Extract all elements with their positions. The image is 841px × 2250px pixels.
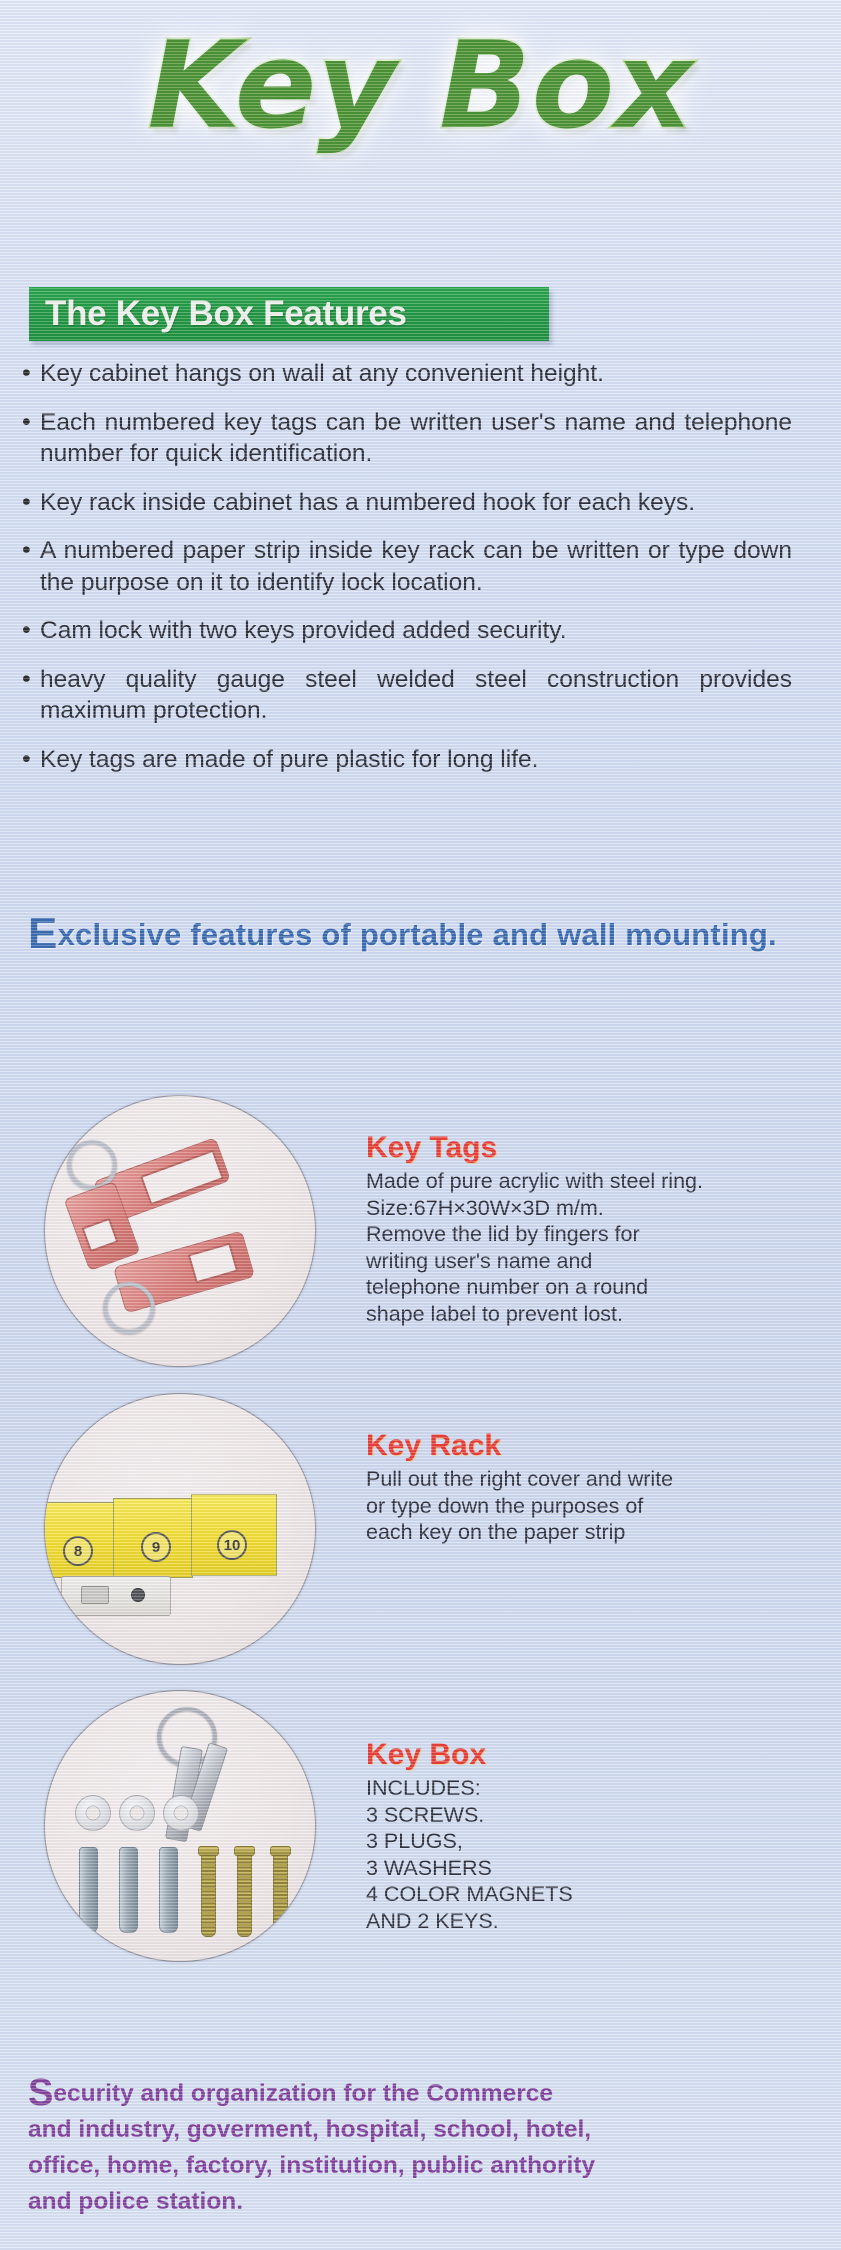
key-box-photo (44, 1690, 316, 1962)
key-rack-photo (44, 1393, 316, 1665)
desc-line: telephone number on a round (366, 1275, 649, 1299)
washer-3-icon (163, 1795, 199, 1831)
bullet-dot-icon: • (22, 536, 31, 564)
plug-3-icon (159, 1847, 178, 1933)
plug-2-icon (119, 1847, 138, 1933)
list-item-text: Cam lock with two keys provided added security. (40, 617, 567, 644)
screw-3-icon (273, 1851, 288, 1937)
key-rack-latch-icon (81, 1586, 109, 1604)
key-tags-photo (44, 1095, 316, 1367)
product-key-box (44, 1690, 804, 1965)
exclusive-features-heading (28, 909, 788, 958)
desc-line: writing user's name and (366, 1248, 593, 1273)
features-banner-label: The Key Box Features (45, 294, 407, 333)
bullet-dot-icon: • (22, 407, 31, 436)
list-item-text: heavy quality gauge steel welded steel construction provides maximum protection. (40, 665, 792, 724)
desc-line: AND 2 KEYS. (366, 1908, 499, 1933)
key-ring-lower-icon (103, 1282, 155, 1334)
bullet-dot-icon: • (22, 616, 31, 644)
key-rack-screw-hole-icon (131, 1588, 145, 1602)
list-item-text: Each numbered key tags can be written user's name and telephone number for quick identification. (40, 408, 792, 467)
bullet-dot-icon: • (22, 359, 31, 387)
desc-line: 4 COLOR MAGNETS (366, 1882, 573, 1906)
list-item-text: Key tags are made of pure plastic for long life. (40, 745, 539, 773)
screw-1-icon (201, 1851, 216, 1937)
list-item (22, 744, 817, 776)
footer-statement (28, 2072, 818, 2220)
list-item (22, 407, 817, 470)
footer-line-1 (28, 2072, 818, 2114)
list-item-text: Key rack inside cabinet has a numbered hook for each keys. (40, 488, 696, 516)
key-rack-info (366, 1429, 786, 1546)
bullet-dot-icon: • (22, 664, 31, 693)
exclusive-heading-dropcap: E (28, 909, 58, 958)
footer-line-1-text: ecurity and organization for the Commerce (53, 2080, 553, 2107)
desc-line: or type down the purposes of (366, 1493, 644, 1518)
key-rack-number-1: 8 (63, 1536, 93, 1566)
desc-line: Made of pure acrylic with steel ring. (366, 1169, 703, 1193)
washer-1-icon (75, 1795, 111, 1831)
key-box-description (366, 1775, 786, 1934)
washer-2-icon (119, 1795, 155, 1831)
desc-line: Size:67H×30W×3D m/m. (366, 1195, 604, 1220)
key-tags-description (366, 1168, 786, 1327)
page-title-text: Key Box (147, 17, 694, 156)
key-rack-title: Key Rack (366, 1429, 502, 1462)
key-box-info (366, 1738, 786, 1934)
list-item (22, 358, 817, 390)
key-tags-info (366, 1131, 786, 1327)
key-rack-lock-plate (61, 1576, 171, 1616)
footer-line-4: and police station. (28, 2188, 244, 2215)
features-list (22, 358, 817, 792)
plug-1-icon (79, 1847, 98, 1933)
key-rack-description (366, 1466, 786, 1546)
key-box-title: Key Box (366, 1738, 487, 1771)
features-banner (29, 287, 549, 341)
product-key-rack (44, 1393, 804, 1668)
list-item-text: A numbered paper strip inside key rack can be written or type down the purpose on it to identify lock location. (40, 537, 792, 596)
desc-line: INCLUDES: (366, 1776, 481, 1800)
desc-line: each key on the paper strip (366, 1520, 626, 1544)
list-item (22, 615, 817, 647)
product-key-tags (44, 1095, 804, 1370)
desc-line: Pull out the right cover and write (366, 1467, 674, 1491)
footer-dropcap: S (28, 2072, 54, 2114)
desc-line: 3 SCREWS. (366, 1802, 485, 1827)
list-item (22, 487, 817, 519)
list-item (22, 535, 817, 598)
desc-line: 3 PLUGS, (366, 1829, 463, 1853)
bullet-dot-icon: • (22, 487, 31, 516)
key-rack-number-3: 10 (217, 1530, 247, 1560)
desc-line: 3 WASHERS (366, 1855, 492, 1880)
key-tags-title: Key Tags (366, 1131, 498, 1164)
exclusive-heading-text: xclusive features of portable and wall mounting. (57, 917, 777, 952)
desc-line: shape label to prevent lost. (366, 1301, 623, 1326)
screw-2-icon (237, 1851, 252, 1937)
bullet-dot-icon: • (22, 744, 31, 773)
list-item (22, 664, 817, 727)
key-rack-number-2: 9 (141, 1532, 171, 1562)
desc-line: Remove the lid by fingers for (366, 1222, 640, 1246)
footer-line-2: and industry, goverment, hospital, school, hotel, (28, 2116, 592, 2143)
footer-line-3: office, home, factory, institution, public anthority (28, 2152, 596, 2179)
page-title (0, 18, 841, 156)
list-item-text: Key cabinet hangs on wall at any convenient height. (40, 360, 604, 387)
